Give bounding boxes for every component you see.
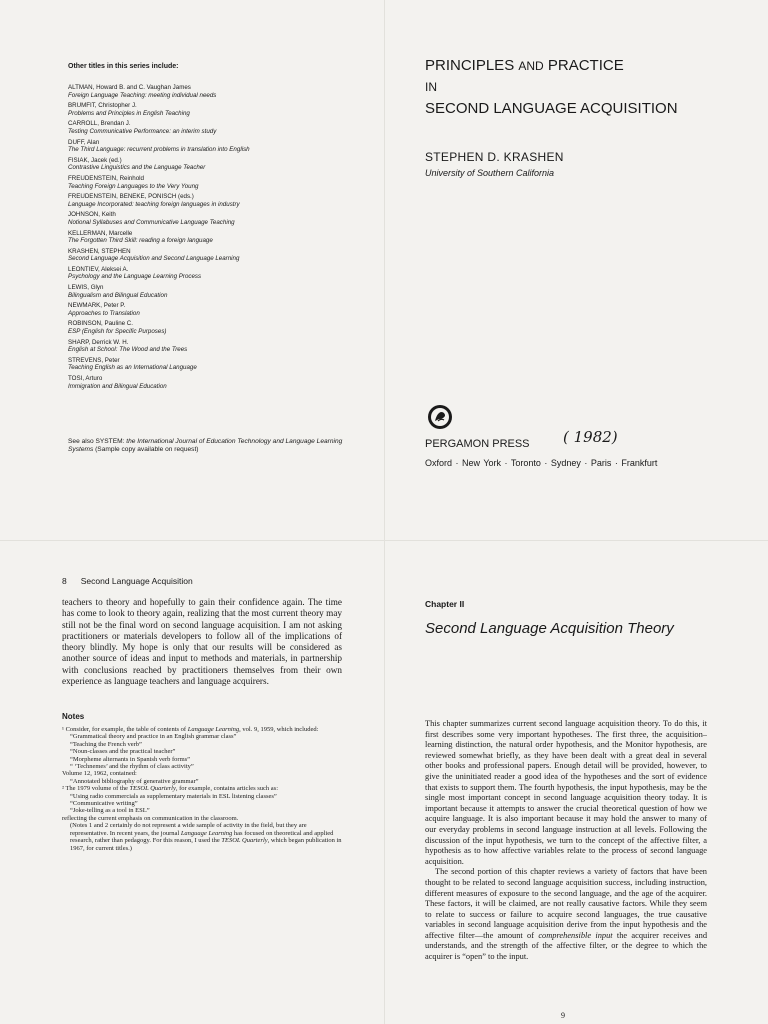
series-title: Testing Communicative Performance: an interim study xyxy=(68,127,217,135)
series-author: ALTMAN, Howard B. and C. Vaughan James xyxy=(68,84,191,91)
series-author: DUFF, Alan xyxy=(68,138,100,146)
series-list xyxy=(68,84,368,393)
handwritten-year: ( 1982) xyxy=(563,428,618,446)
series-title: Approaches to Translation xyxy=(68,309,140,317)
series-title: Teaching Foreign Languages to the Very Young xyxy=(68,182,199,190)
series-title: Teaching English as an International Language xyxy=(68,364,197,372)
running-head: 8 Second Language Acquisition xyxy=(62,576,193,586)
series-author: FREUDENSTEIN, BENEKE, PONISCH (eds.) xyxy=(68,193,194,201)
series-heading: Other titles in this series include: xyxy=(68,63,179,70)
series-title: Second Language Acquisition and Second Language Learning xyxy=(68,255,240,263)
series-title: Contrastive Linguistics and the Language Teacher xyxy=(68,164,206,172)
series-item xyxy=(68,357,368,372)
series-item xyxy=(68,230,368,245)
series-item xyxy=(68,302,368,317)
series-author: KELLERMAN, Marcelle xyxy=(68,229,133,237)
series-item xyxy=(68,248,368,263)
body-text-page-9 xyxy=(425,719,707,963)
series-author: JOHNSON, Keith xyxy=(68,211,116,219)
series-title: English at School: The Wood and the Trees xyxy=(68,346,188,354)
series-item xyxy=(68,193,368,208)
series-item xyxy=(68,120,368,135)
series-author: TOSI, Arturo xyxy=(68,375,103,382)
series-title: Psychology and the Language Learning Process xyxy=(68,273,202,281)
series-item xyxy=(68,102,368,117)
paragraph-2: The second portion of this chapter reviews a variety of factors that have been thought to be related to second language acquisition success, including instruction, different measures of exposure to the second language, and the age of the acquirer. These factors, it will be claimed, are not really causative factors. While they seem to relate to success or failure to acquire second languages, the true causative variables in second language acquisition derive from the input hypothesis and the affective filter—the amount of comprehensible input the acquirer receives and understands, and the strength of the affective filter, or the degree to which the acquirer is “open” to the input. xyxy=(425,867,708,962)
series-author: BRUMFIT, Christopher J. xyxy=(68,102,137,110)
series-author: NEWMARK, Peter P. xyxy=(68,302,126,310)
series-item xyxy=(68,211,368,226)
publisher-cities: Oxford · New York · Toronto · Sydney · Paris · Frankfurt xyxy=(425,458,658,468)
series-title: Bilingualism and Bilingual Education xyxy=(68,291,168,299)
series-item xyxy=(68,157,368,172)
author-affiliation: University of Southern California xyxy=(425,168,555,178)
series-author: SHARP, Derrick W. H. xyxy=(68,338,129,346)
series-item xyxy=(68,284,368,299)
series-author: CARROLL, Brendan J. xyxy=(68,120,131,128)
chapter-label: Chapter II xyxy=(425,599,465,609)
notes-heading: Notes xyxy=(62,712,85,721)
series-item xyxy=(68,375,368,390)
series-author: FREUDENSTEIN, Reinhold xyxy=(68,174,144,182)
series-item xyxy=(68,339,368,354)
notes: ¹ Consider, for example, the table of contents of Language Learning, vol. 9, 1959, which included: “Grammatical theory and practice in an English grammar class” “Teaching the French verb” “Noun-classes and the practical teacher” “Morpheme alternants in Spanish verb forms” “ ‘Technemes’ and the rhythm of class activity” Volume 12, 1962, contained: “Annotated bibliography of generative grammar” ² The 1979 volume of the TESOL Quarterly, for example, contains articles such as: “Using radio commercials as supplementary materials in ESL listening classes” “Communicative writing” “Joke-telling as a tool in ESL” reflecting the current emphasis on communication in the classroom. (Notes 1 and 2 certainly do not represent a wide sample of activity in the field, but they are representative. In recent years, the journal Language Learning has focused on theoretical and applied research, rather than pedagogy. For this reason, I used the TESOL Quarterly, which began publication in 1967, for current titles.) xyxy=(62,726,342,852)
author-name: STEPHEN D. KRASHEN xyxy=(425,150,564,164)
series-title: Language Incorporated: teaching foreign languages in industry xyxy=(68,200,240,208)
pergamon-logo-icon xyxy=(427,404,453,430)
body-text-page-8: teachers to theory and hopefully to gain their confidence again. The time has come to look to theory again, realizing that the most current theory may still not be the final word on second language acquisition. I am not asking practitioners or materials developers to follow all of the implications of theory blindly. My hope is only that our results will be considered as another source of ideas and input to methods and materials, in partnership with conclusions reached by practitioners themselves from their own experience as language teachers and language acquirers. xyxy=(62,597,342,687)
paragraph-1: This chapter summarizes current second language acquisition theory. To do this, it first describes some very important hypotheses. The first three, the acquisition–learning distinction, the natural order hypothesis, and the Monitor hypothesis, are reviewed somewhat briefly, as they have been dealt with a great deal in several other books and professional papers. Enough detail will be provided, however, to give the uninitiated reader a good idea of the hypotheses and the sort of evidence that exists to support them. The fourth hypothesis, the input hypothesis, may be the single most important concept in second language acquisition theory today. It is important because it attempts to answer the crucial theoretical question of how we acquire language. It is also important because it may hold the answer to many of our everyday problems in second language instruction at all levels. Following the discussion of the input hypothesis, we turn to the concept of the affective filter, a hypothesis as to how affective variables relate to the process of second language acquisition. xyxy=(425,719,707,866)
book-title: PRINCIPLES AND PRACTICE IN SECOND LANGUAGE ACQUISITION xyxy=(425,57,678,117)
series-title: Foreign Language Teaching: meeting individual needs xyxy=(68,91,217,99)
publisher-name: PERGAMON PRESS xyxy=(425,438,530,450)
series-author: STREVENS, Peter xyxy=(68,356,120,364)
spread-divider-horizontal xyxy=(0,540,768,541)
series-title: The Forgotten Third Skill: reading a foreign language xyxy=(68,237,213,245)
series-author: ROBINSON, Pauline C. xyxy=(68,320,133,328)
series-item xyxy=(68,266,368,281)
series-author: LEWIS, Glyn xyxy=(68,284,104,292)
series-title: The Third Language: recurrent problems in translation into English xyxy=(68,146,250,154)
series-item xyxy=(68,320,368,335)
series-item xyxy=(68,175,368,190)
series-title: Immigration and Bilingual Education xyxy=(68,382,167,390)
page-number: 9 xyxy=(561,1011,565,1020)
series-author: KRASHEN, STEPHEN xyxy=(68,247,131,255)
series-author: LEONTIEV, Aleksei A. xyxy=(68,265,129,273)
series-title: Notional Syllabuses and Communicative Language Teaching xyxy=(68,218,235,226)
series-item xyxy=(68,139,368,154)
series-title: ESP (English for Specific Purposes) xyxy=(68,328,167,336)
spread-divider-vertical xyxy=(384,0,385,1024)
series-title: Problems and Principles in English Teaching xyxy=(68,109,190,117)
series-author: FISIAK, Jacek (ed.) xyxy=(68,156,122,164)
series-item xyxy=(68,84,368,99)
see-also-note: See also SYSTEM: the International Journal of Education Technology and Language Learning Systems (Sample copy available on request) xyxy=(68,438,343,453)
chapter-title: Second Language Acquisition Theory xyxy=(425,620,674,637)
